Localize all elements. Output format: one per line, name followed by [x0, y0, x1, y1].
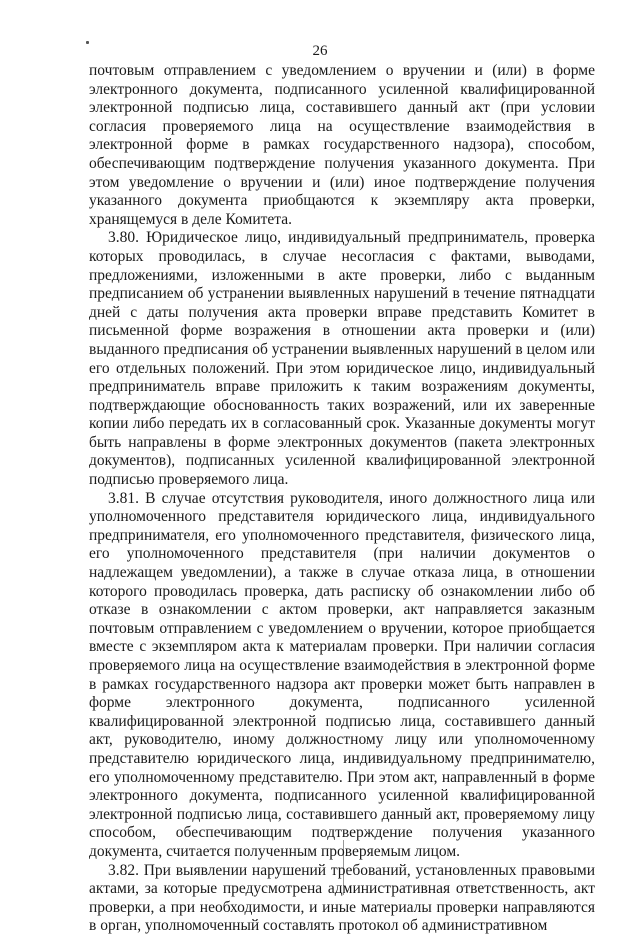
paragraph-3-80: 3.80. Юридическое лицо, индивидуальный предприниматель, проверка которых проводилась, в случае несогласия с фактами, выводами, предложениями, изложенными в акте проверки, либо с выданным предписанием об устранении выявленных нарушений в течение пятнадцати дней с даты получения акта проверки вправе представить Комитет в письменной форме возражения в отношении акта проверки и (или) выданного предписания об устранении выявленных нарушений в целом или его отдельных положений. При этом юридическое лицо, индивидуальный предприниматель вправе приложить к таким возражениям документы, подтверждающие обоснованность таких возражений, или их заверенные копии либо передать их в согласованный срок. Указанные документы могут быть направлены в форме электронных документов (пакета электронных документов), подписанных усиленной квалифицированной электронной подписью проверяемого лица. — [89, 229, 595, 489]
paragraph-continuation: почтовым отправлением с уведомлением о вручении и (или) в форме электронного документа, подписанного усиленной квалифицированной электронной подписью лица, составившего данный акт (при условии согласия проверяемого лица на осуществление взаимодействия в электронной форме в рамках государственного надзора), способом, обеспечивающим подтверждение получения указанного документа. При этом уведомление о вручении и (или) иное подтверждение получения указанного документа приобщаются к экземпляру акта проверки, хранящемуся в деле Комитета. — [89, 62, 595, 228]
paragraph-3-82: 3.82. При выявлении нарушений требований, установленных правовыми актами, за которые предусмотрена административная ответственность, акт проверки, а при необходимости, и иные материалы проверки направляются в орган, уполномоченный составлять протокол об административном — [89, 861, 595, 935]
document-body — [89, 62, 595, 936]
paragraph-3-81: 3.81. В случае отсутствия руководителя, иного должностного лица или уполномоченного представителя юридического лица, индивидуального предпринимателя, его уполномоченного представителя, физического лица, его уполномоченного представителя (при наличии документов о надлежащем уведомлении), а также в случае отказа лица, в отношении которого проводилась проверка, дать расписку об ознакомлении либо об отказе в ознакомлении с актом проверки, акт направляется заказным почтовым отправлением с уведомлением о вручении, которое приобщается вместе с экземпляром акта к материалам проверки. При наличии согласия проверяемого лица на осуществление взаимодействия в электронной форме в рамках государственного надзора акт проверки может быть направлен в форме электронного документа, подписанного усиленной квалифицированной электронной подписью лица, составившего данный акт, руководителю, иному должностному лицу или уполномоченному представителю юридического лица, индивидуальному предпринимателю, его уполномоченному представителю. При этом акт, направленный в форме электронного документа, подписанного усиленной квалифицированной электронной подписью лица, составившего данный акт, проверяемому лицу способом, обеспечивающим подтверждение получения указанного документа, считается полученным проверяемым лицом. — [89, 489, 595, 860]
page-number: 26 — [312, 43, 328, 59]
